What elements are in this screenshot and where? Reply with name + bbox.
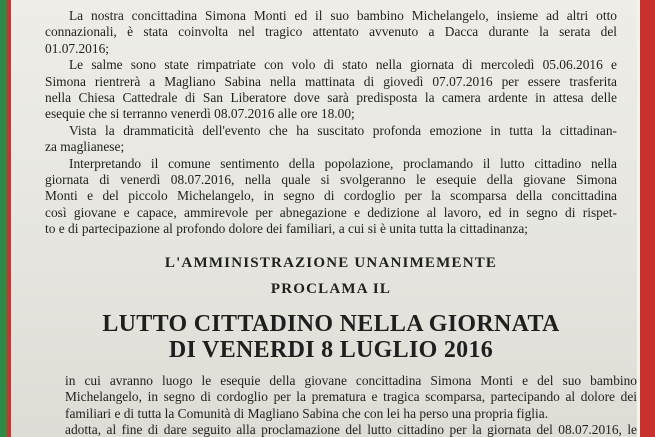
paragraph-line: Interpretando il comune sentimento della popolazione, proclamando il lutto cittadino nella	[69, 155, 617, 171]
proclamation-text	[45, 8, 637, 437]
paragraph-line: così giovane e capace, ammirevole per abnegazione e dedizione al lavoro, ed in segno di rispet-	[45, 204, 617, 220]
paragraph-line: Michelangelo, in segno di cordoglio per la prematura e tragica scomparsa, partecipando al dolore dei	[65, 389, 637, 405]
paragraph-line: connazionali, è stata coinvolta nel tragico attentato avvenuto a Dacca durante la serata del	[45, 24, 617, 40]
flag-stripe-red-left	[7, 0, 11, 437]
paragraph-line: nella Chiesa Cattedrale di San Liberatore dove sarà predisposta la camera ardente in attesa delle	[45, 90, 617, 106]
paragraph-line: Simona rientrerà a Magliano Sabina nella mattinata di giovedì 07.07.2016 per essere trasferita	[45, 73, 617, 89]
paragraph-line: La nostra concittadina Simona Monti ed il suo bambino Michelangelo, insieme ad altri otto	[69, 8, 617, 23]
flag-stripe-red	[640, 0, 655, 437]
paragraph-line: giornata di venerdì 08.07.2016, nella quale si svolgeranno le esequie della giovane Simona	[45, 172, 617, 188]
flag-stripe-green	[0, 0, 7, 437]
paragraph-line: Le salme sono state rimpatriate con volo di stato nella giornata di mercoledì 05.06.2016 e	[69, 57, 617, 73]
paragraph-line: to e di partecipazione al profondo dolore dei familiari, a cui si è unita tutta la cittadinanza;	[45, 221, 528, 237]
paragraph-line: za maglianese;	[45, 139, 125, 155]
paragraph-line: adotta, al fine di dare seguito alla proclamazione del lutto cittadino per la giornata del 08.07.2016, le	[65, 421, 637, 437]
paragraph-line: familiari e di tutta la Comunità di Magliano Sabina che con lei ha perso una propria figlia.	[65, 405, 549, 421]
proclaims-heading: PROCLAMA IL	[270, 280, 392, 297]
paragraph-line: 01.07.2016;	[45, 40, 109, 56]
administration-heading: L'AMMINISTRAZIONE UNANIMEMENTE	[164, 254, 498, 271]
mourning-title-line-2: DI VENERDI 8 LUGLIO 2016	[168, 336, 494, 363]
paragraph-line: esequie che si terranno venerdì 08.07.2016 alle ore 18.00;	[45, 106, 355, 122]
paragraph-line: Vista la drammaticità dell'evento che ha suscitato profonda emozione in tutta la cittadinan-	[69, 122, 617, 138]
paragraph-line: in cui avranno luogo le esequie della giovane concittadina Simona Monti e del suo bambino	[65, 372, 637, 388]
paragraph-line: Monti e del piccolo Michelangelo, in segno di cordoglio per la scomparsa della concittadina	[45, 188, 617, 204]
mourning-title-line-1: LUTTO CITTADINO NELLA GIORNATA	[102, 310, 560, 337]
closing-paragraph	[65, 373, 637, 437]
